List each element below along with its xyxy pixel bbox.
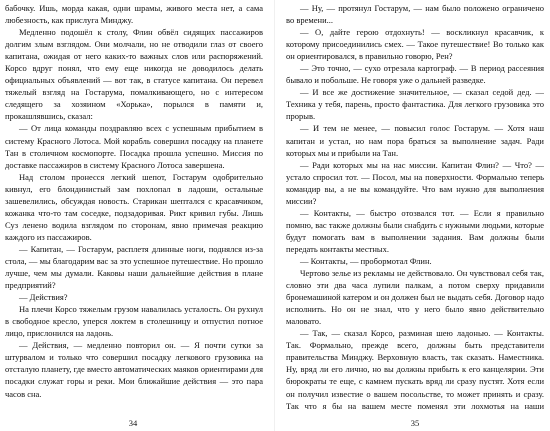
right-paragraph-10: — Так, — сказал Корсо, разминая шею ладонью. — Контакты. Так. Формально, прежде всего, должны быть представители правительства Минджу. Верховную власть, так сказать. Наместника. Ну, вряд ли его лично, но вы должны прибыть к его канцелярии. Эти бюрократы те еще, с камнем пускать вряд ли сразу пустят. Хотя если он получил известие о вашем посольстве, то может принять и сразу. Так что я бы на вашем месте поменял эти лохмотья на наши bbox=[286, 328, 544, 411]
left-paragraph-7: На плечи Корсо тяжелым грузом навалилась усталость. Он рухнул в свободное кресло, уперся локтем в столешницу и отпустил потное лицо, прислонился на ладонь. bbox=[5, 304, 263, 339]
gutter bbox=[274, 0, 275, 431]
right-paragraph-4: — И все же достижение значительное, — сказал седой дед. — Техника у тебя, парень, просто фантастика. Для легкого грузовика это прорыв. bbox=[286, 87, 544, 122]
left-paragraph-8: — Действия, — медленно повторил он. — Я почти сутки за штурвалом и только что совершил посадку легкового грузовика на отсталую планету, где вместо автоматических маяков ориентирами для посадки служат горы и реки. Мои ближайшие действия — это пара часов сна. bbox=[5, 340, 263, 399]
right-paragraph-8: — Контакты, — пробормотал Флин. bbox=[300, 255, 432, 266]
left-paragraph-6: — Действия? bbox=[19, 292, 68, 303]
right-paragraph-5: — И тем не менее, — повысил голос Гостарум. — Хотя наш капитан и устал, но нам пора браться за выполнение задач. Ради которых мы и прибыли на Тан. bbox=[286, 123, 544, 158]
right-paragraph-9: Чертово зелье из рекламы не действовало. Он чувствовал себя так, словно эти два часа лупили палкам, а потом сверху придавили бронемашиной катером и он должен был не выдать себя. Договор надо исполнить. Но он не знал, что у него было явно действительно маловато. bbox=[286, 268, 544, 327]
left-paragraph-2: Медленно подошёл к столу, Флин обвёл сидящих пассажиров долгим злым взглядом. Они молчали, но не отводили глаз от своего капитана, ожидая от него каких-то важных слов или распоряжений. Корсо вдруг понял, что ему еще никогда не доводилось делать официальных объявлений — вот так, в статусе капитана. Он перевел тяжелый взгляд на Гостарума, помалкивающего, но с интересом следящего за хозяином «Хорька», порылся в памяти и, прокашлявшись, сказал: bbox=[5, 27, 263, 122]
right-paragraph-1: — Ну, — протянул Гостарум, — нам было положено ограничено во времени... bbox=[286, 3, 544, 26]
right-page bbox=[286, 2, 544, 413]
right-paragraph-6: — Ради которых мы на нас миссии. Капитан Флин? — Что? — устало спросил тот. — Посол, мы на поверхности. Формально теперь командир вы, а не вы командуйте. Что вам нужно для выполнения миссии? bbox=[286, 159, 544, 206]
right-paragraph-2: — О, дайте герою отдохнуть! — воскликнул красавчик, к которому присоединились смех. — Такое путешествие! Во только как он ориентировался, в правильно говорю, Рен? bbox=[286, 27, 544, 62]
left-page bbox=[5, 2, 263, 413]
left-paragraph-4: Над столом пронесся легкий шепот, Гостарум одобрительно кивнул, его блондинистый зам похлопал в ладоши, остальные зашевелились, обсуждая новость. Старикан шептался с красавчиком, кожанка что-то там соседке, подзадоривая. Рикт кривил губы. Лишь Суз ленено водила взглядом по сторонам, явно примечая реакцию каждого из пассажиров. bbox=[5, 171, 263, 242]
left-paragraph-1: бабочку. Ишь, морда какая, одни шрамы, живого места нет, а сама любезность, как прислуга Минджу. bbox=[5, 3, 263, 26]
right-paragraph-3: — Это точно, — сухо отрезала картограф. — В период рассеяния бывало и побольше. Не говоря уже о дальней разведке. bbox=[286, 63, 544, 86]
page-number-right: 35 bbox=[410, 418, 420, 428]
left-paragraph-5: — Капитан, — Гостарум, расплетя длинные ноги, поднялся из-за стола, — мы благодарим вас за это успешное путешествие. Но прошло лучше, чем мы думали. Каковы наши дальнейшие действия в плане предприятий? bbox=[5, 243, 263, 291]
left-paragraph-3: — От лица команды поздравляю всех с успешным прибытием в систему Красного Лотоса. Мой корабль совершил посадку на планете Тан в столичном космопорте. Посадка прошла успешно. Миссия по доставке пассажиров в систему Красного Лотоса завершена. bbox=[5, 123, 263, 170]
right-paragraph-7: — Контакты, — быстро отозвался тот. — Если я правильно помню, вас также должны были снабдить с нужными людьми, которые будут помогать вам в выполнении задания. Вам должны были передать контакты местных. bbox=[286, 207, 544, 254]
page-number-left: 34 bbox=[128, 418, 138, 428]
